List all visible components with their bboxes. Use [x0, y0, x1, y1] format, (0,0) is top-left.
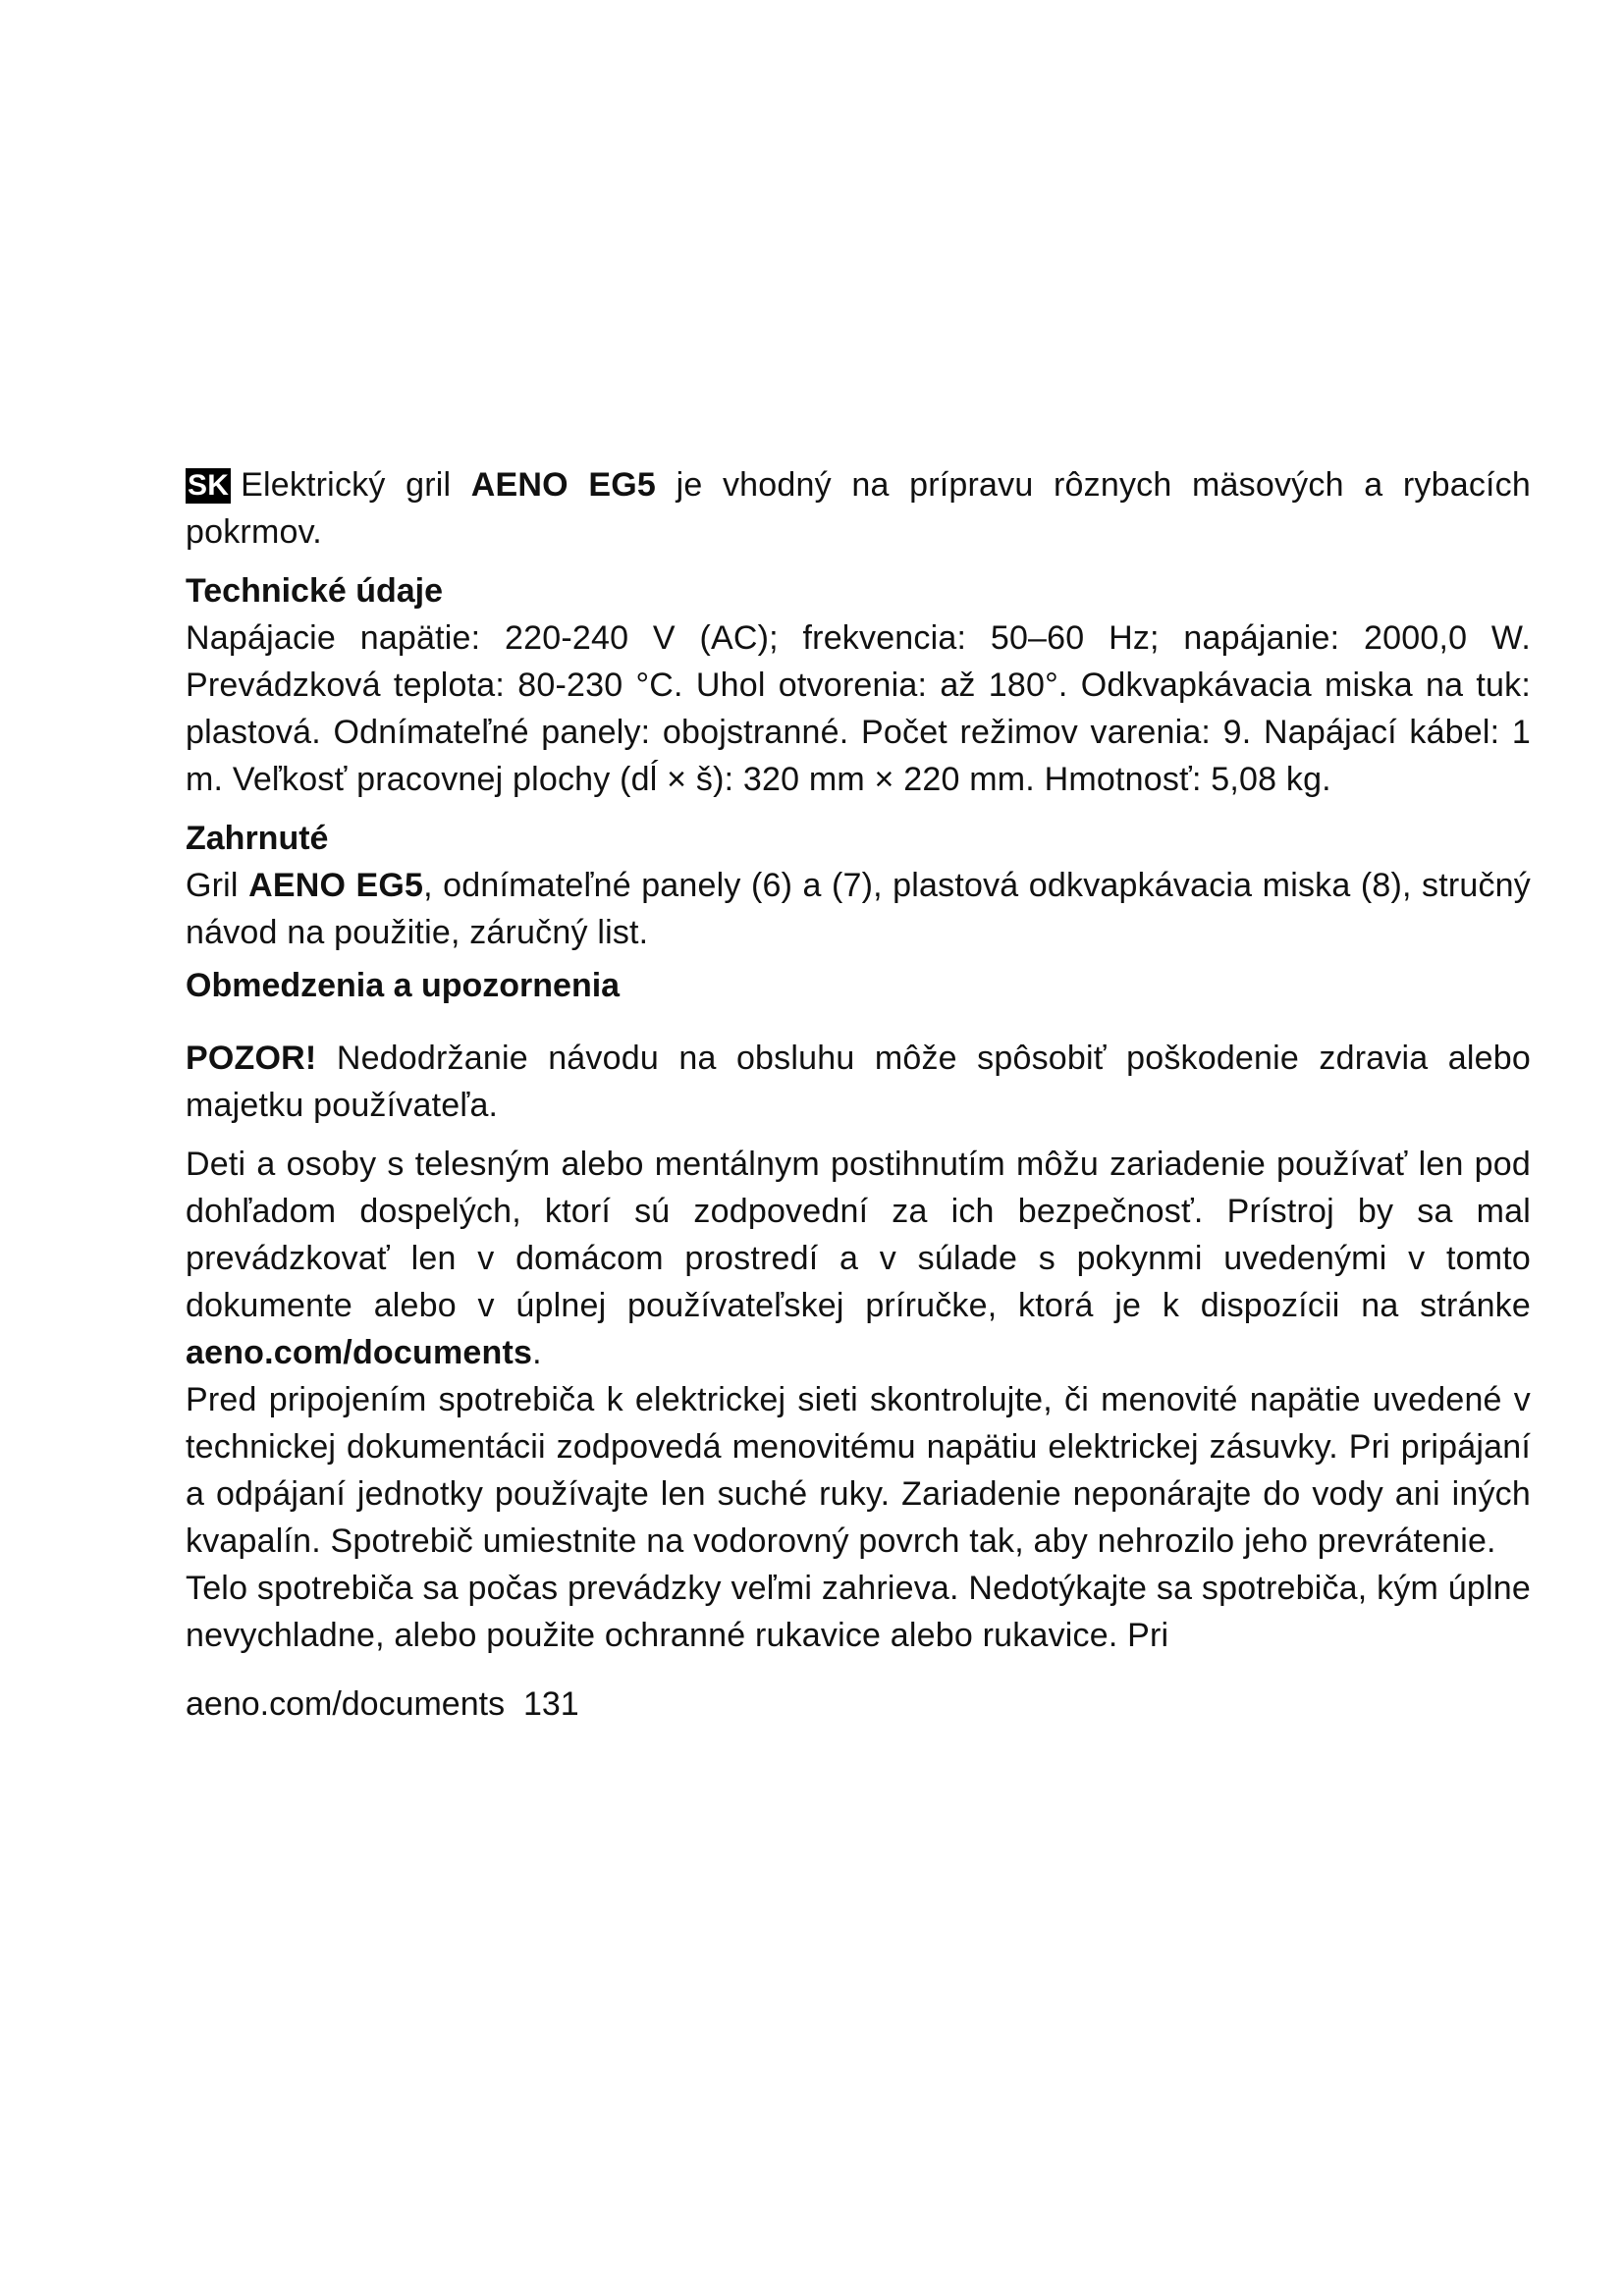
safety-text-1-end: . — [532, 1334, 542, 1371]
intro-text-start: Elektrický gril — [241, 466, 471, 504]
documents-link[interactable]: aeno.com/documents — [186, 1334, 533, 1371]
intro-text-end: je vhodný na prípravu rôznych mäsových a rybacích pokrmov. — [186, 466, 1531, 551]
included-text-start: Gril — [186, 867, 249, 904]
warnings-heading: Obmedzenia a upozornenia — [186, 967, 621, 1004]
document-page — [186, 461, 1531, 1728]
caution-text: Nedodržanie návodu na obsluhu môže spôsobiť poškodenie zdravia alebo majetku používateľa. — [186, 1040, 1531, 1124]
intro-paragraph — [186, 461, 1531, 556]
language-badge: SK — [188, 469, 230, 502]
included-text — [186, 862, 1531, 956]
safety-text-1: Deti a osoby s telesným alebo mentálnym postihnutím môžu zariadenie používať len pod dohľadom dospelých, ktorí sú zodpovední za ich bezpečnosť. Prístroj by sa mal prevádzkovať len v domácom prostredí a v súlade s pokynmi uvedenými v tomto dokumente alebo v úplnej používateľskej príručke, ktorá je k dispozícii na stránke — [186, 1146, 1531, 1324]
tech-specs-text: Napájacie napätie: 220-240 V (AC); frekvencia: 50–60 Hz; napájanie: 2000,0 W. Prevádzková teplota: 80-230 °C. Uhol otvorenia: až 180°. Odkvapkávacia miska na tuk: plastová. Odnímateľné panely: obojstranné. Počet režimov varenia: 9. Napájací kábel: 1 m. Veľkosť pracovnej plochy (dĺ × š): 320 mm × 220 mm. Hmotnosť: 5,08 kg. — [186, 619, 1531, 798]
footer-url: aeno.com/documents — [186, 1685, 506, 1723]
safety-paragraph-3: Telo spotrebiča sa počas prevádzky veľmi zahrieva. Nedotýkajte sa spotrebiča, kým úplne nevychladne, alebo použite ochranné rukavice alebo rukavice. Pri — [186, 1570, 1531, 1654]
included-heading: Zahrnuté — [186, 820, 329, 857]
tech-specs-heading: Technické údaje — [186, 572, 444, 610]
product-name: AENO EG5 — [470, 466, 657, 504]
safety-paragraph-1 — [186, 1141, 1531, 1376]
caution-paragraph — [186, 1035, 1531, 1129]
included-text-end: , odnímateľné panely (6) a (7), plastová odkvapkávacia miska (8), stručný návod na použitie, záručný list. — [186, 867, 1531, 951]
page-number: 131 — [522, 1685, 579, 1723]
caution-label: POZOR! — [186, 1040, 317, 1077]
included-product-name: AENO EG5 — [248, 867, 424, 904]
page-footer — [186, 1681, 1531, 1728]
safety-paragraph-2: Pred pripojením spotrebiča k elektrickej sieti skontrolujte, či menovité napätie uvedené v technickej dokumentácii zodpovedá menovitému napätiu elektrickej zásuvky. Pri pripájaní a odpájaní jednotky používajte len suché ruky. Zariadenie neponárajte do vody ani iných kvapalín. Spotrebič umiestnite na vodorovný povrch tak, aby nehrozilo jeho prevrátenie. — [186, 1381, 1531, 1560]
